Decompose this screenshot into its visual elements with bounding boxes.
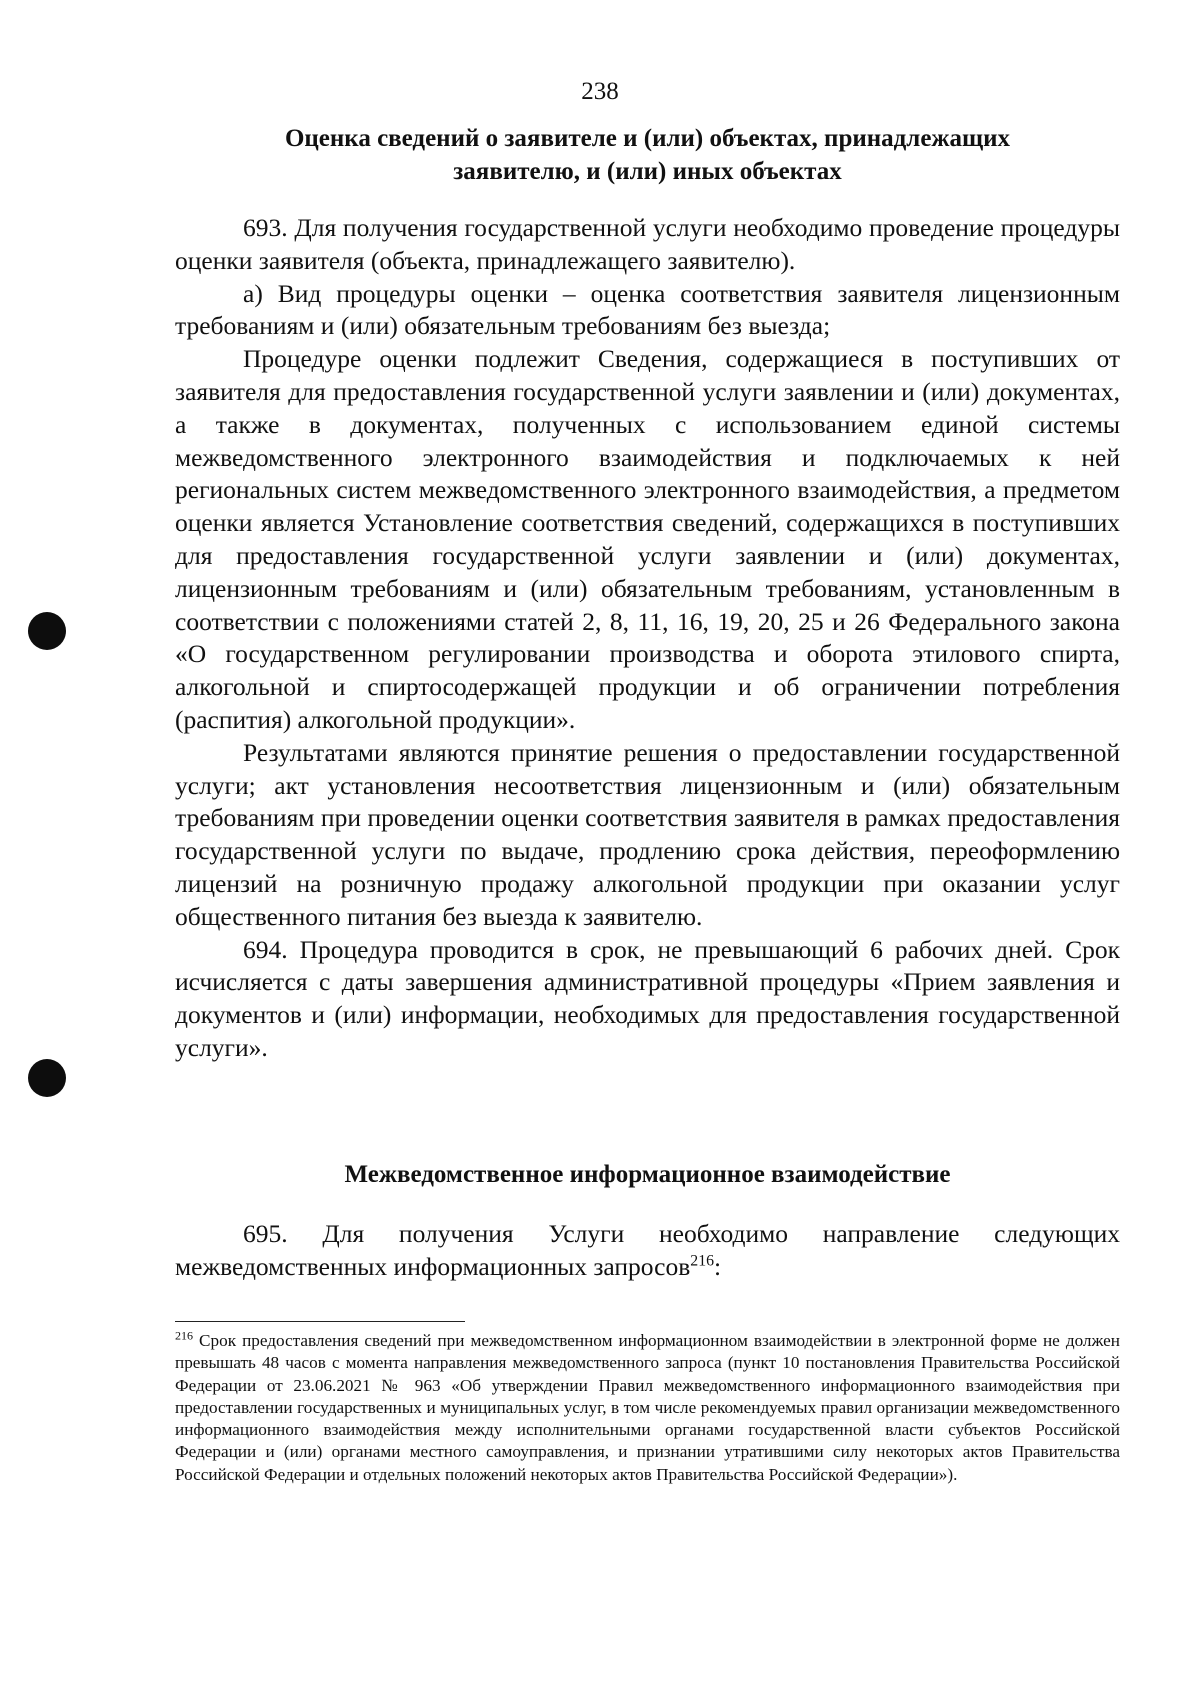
footnote-separator bbox=[175, 1321, 465, 1322]
paragraph-695 bbox=[175, 1218, 1120, 1284]
footnote-number: 216 bbox=[175, 1328, 194, 1343]
punch-hole-bottom bbox=[28, 1059, 66, 1097]
footnote-reference: 216 bbox=[690, 1252, 714, 1270]
footnote-216 bbox=[175, 1330, 1120, 1486]
paragraph-695-end: : bbox=[714, 1251, 722, 1281]
paragraph-695-text: 695. Для получения Услуги необходимо направление следующих межведомственных информационных запросов bbox=[175, 1219, 1120, 1281]
page-number: 238 bbox=[581, 78, 619, 105]
heading-line-1: Оценка сведений о заявителе и (или) объектах, принадлежащих bbox=[284, 125, 1011, 152]
footnote-text: Срок предоставления сведений при межведомственном информационном взаимодействии в электронной форме не должен превышать 48 часов с момента направления межведомственного запроса (пункт 10 постановления Правительства Российской Федерации от 23.06.2021 № 963 «Об утверждении Правил межведомственного информационного взаимодействия при предоставлении государственных и муниципальных услуг, в том числе рекомендуемых правил организации межведомственного информационного взаимодействия между исполнительными органами государственной власти субъектов Российской Федерации и (или) органами местного самоуправления, и признании утратившими силу некоторых актов Правительства Российской Федерации и отдельных положений некоторых актов Правительства Российской Федерации»). bbox=[175, 1331, 1120, 1484]
paragraph-results: Результатами являются принятие решения о предоставлении государственной услуги; акт установления несоответствия лицензионным и (или) обязательным требованиям при проведении оценки соответствия заявителя в рамках предоставления государственной услуги по выдаче, продлению срока действия, переоформлению лицензий на розничную продажу алкогольной продукции при оказании услуг общественного питания без выезда к заявителю. bbox=[175, 737, 1120, 931]
paragraph-694: 694. Процедура проводится в срок, не превышающий 6 рабочих дней. Срок исчисляется с даты завершения административной процедуры «Прием заявления и документов и (или) информации, необходимых для предоставления государственной услуги». bbox=[175, 934, 1120, 1062]
interagency-body bbox=[175, 1218, 1120, 1284]
assessment-body bbox=[175, 212, 1120, 1065]
paragraph-693: 693. Для получения государственной услуги необходимо проведение процедуры оценки заявителя (объекта, принадлежащего заявителю). bbox=[175, 213, 1120, 275]
punch-hole-top bbox=[28, 612, 66, 650]
section-heading-assessment bbox=[175, 122, 1120, 188]
paragraph-procedure-subject: Процедуре оценки подлежит Сведения, содержащиеся в поступивших от заявителя для предоставления государственной услуги заявлении и (или) документах, а также в документах, полученных с использованием единой системы межведомственного электронного взаимодействия и подключаемых к ней региональных систем межведомственного электронного взаимодействия, а предметом оценки является Установление соответствия сведений, содержащихся в поступивших для предоставления государственной услуги заявлении и (или) документах, лицензионным требованиям и (или) обязательным требованиям, установленным в соответствии с положениями статей 2, 8, 11, 16, 19, 20, 25 и 26 Федерального закона «О государственном регулировании производства и оборота этилового спирта, алкогольной и спиртосодержащей продукции и об ограничении потребления (распития) алкогольной продукции». bbox=[175, 344, 1120, 734]
paragraph-procedure-type: а) Вид процедуры оценки – оценка соответствия заявителя лицензионным требованиям и (или) обязательным требованиям без выезда; bbox=[175, 278, 1120, 341]
section-heading-interagency: Межведомственное информационное взаимодействие bbox=[344, 1161, 951, 1188]
heading-line-2: заявителю, и (или) иных объектах bbox=[453, 158, 842, 185]
